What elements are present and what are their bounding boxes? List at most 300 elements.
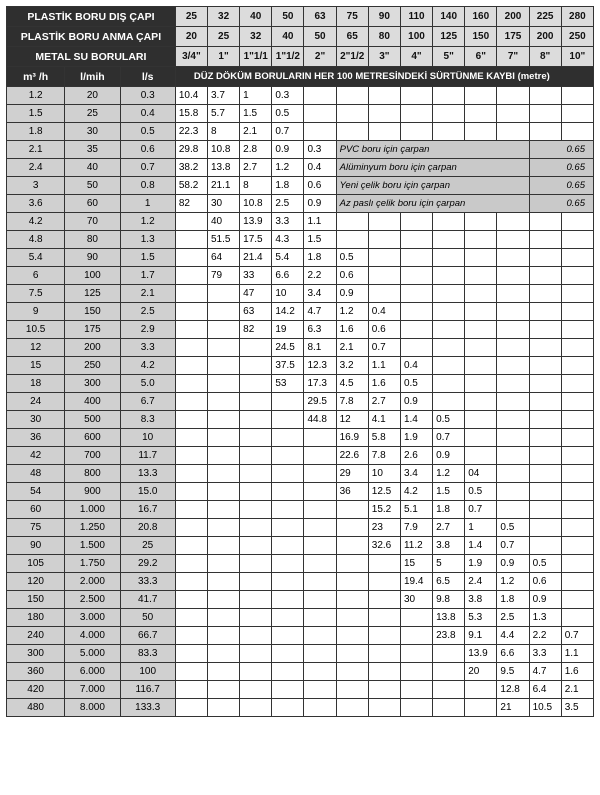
table-row bbox=[7, 123, 594, 141]
loss-cell: 0.5 bbox=[465, 483, 497, 501]
loss-cell bbox=[175, 645, 207, 663]
loss-cell bbox=[561, 249, 593, 267]
loss-cell: 0.4 bbox=[400, 357, 432, 375]
loss-cell: 11.2 bbox=[400, 537, 432, 555]
flow-cell: 10.5 bbox=[7, 321, 65, 339]
header-size-cell: 90 bbox=[368, 7, 400, 27]
flow-cell: 8.000 bbox=[65, 699, 120, 717]
loss-cell bbox=[272, 699, 304, 717]
header-size-cell: 25 bbox=[208, 27, 240, 47]
table-row bbox=[7, 591, 594, 609]
table-row bbox=[7, 555, 594, 573]
loss-cell bbox=[272, 663, 304, 681]
loss-cell: 9.8 bbox=[433, 591, 465, 609]
loss-cell: 2.5 bbox=[272, 195, 304, 213]
loss-cell bbox=[240, 465, 272, 483]
flow-cell: 48 bbox=[7, 465, 65, 483]
loss-cell: 2.6 bbox=[400, 447, 432, 465]
loss-cell bbox=[465, 303, 497, 321]
multiplier-note-value: 0.65 bbox=[529, 195, 593, 213]
loss-cell: 1.2 bbox=[433, 465, 465, 483]
loss-cell bbox=[208, 573, 240, 591]
loss-cell bbox=[272, 411, 304, 429]
loss-cell bbox=[465, 123, 497, 141]
flow-cell: 3.6 bbox=[7, 195, 65, 213]
loss-cell bbox=[433, 699, 465, 717]
loss-cell bbox=[240, 483, 272, 501]
header-row-metal bbox=[7, 47, 594, 67]
loss-cell bbox=[529, 249, 561, 267]
loss-cell: 21 bbox=[497, 699, 529, 717]
loss-cell bbox=[240, 573, 272, 591]
loss-cell: 22.6 bbox=[336, 447, 368, 465]
loss-cell bbox=[433, 645, 465, 663]
loss-cell: 7.8 bbox=[336, 393, 368, 411]
loss-cell bbox=[465, 105, 497, 123]
flow-cell: 420 bbox=[7, 681, 65, 699]
loss-cell bbox=[497, 501, 529, 519]
friction-loss-table-wrapper bbox=[6, 6, 594, 717]
loss-cell bbox=[208, 465, 240, 483]
loss-cell bbox=[240, 393, 272, 411]
loss-cell: 40 bbox=[208, 213, 240, 231]
loss-cell bbox=[175, 447, 207, 465]
header-size-cell: 1"1/2 bbox=[272, 47, 304, 67]
flow-cell: 15 bbox=[7, 357, 65, 375]
flow-cell: 80 bbox=[65, 231, 120, 249]
loss-cell: 0.6 bbox=[336, 267, 368, 285]
loss-cell bbox=[240, 375, 272, 393]
flow-cell: 100 bbox=[120, 663, 175, 681]
loss-cell: 1.5 bbox=[433, 483, 465, 501]
loss-cell bbox=[400, 213, 432, 231]
loss-cell: 1.4 bbox=[400, 411, 432, 429]
loss-cell: 21.1 bbox=[208, 177, 240, 195]
loss-cell bbox=[368, 699, 400, 717]
loss-cell bbox=[400, 321, 432, 339]
loss-cell bbox=[400, 645, 432, 663]
loss-cell bbox=[497, 429, 529, 447]
header-size-cell: 1"1/1 bbox=[240, 47, 272, 67]
flow-cell: 40 bbox=[65, 159, 120, 177]
loss-cell bbox=[272, 681, 304, 699]
loss-cell bbox=[175, 681, 207, 699]
loss-cell bbox=[368, 573, 400, 591]
table-row bbox=[7, 609, 594, 627]
loss-cell: 0.9 bbox=[400, 393, 432, 411]
loss-cell bbox=[304, 483, 336, 501]
loss-cell bbox=[175, 375, 207, 393]
flow-cell: 25 bbox=[120, 537, 175, 555]
loss-cell bbox=[240, 339, 272, 357]
loss-cell: 53 bbox=[272, 375, 304, 393]
header-size-cell: 50 bbox=[272, 7, 304, 27]
loss-cell: 44.8 bbox=[304, 411, 336, 429]
loss-cell bbox=[529, 105, 561, 123]
flow-cell: 25 bbox=[65, 105, 120, 123]
header-size-cell: 100 bbox=[400, 27, 432, 47]
loss-cell bbox=[561, 87, 593, 105]
loss-cell bbox=[304, 591, 336, 609]
loss-cell bbox=[400, 123, 432, 141]
header-row-anmaCapi bbox=[7, 27, 594, 47]
loss-cell bbox=[497, 339, 529, 357]
loss-cell bbox=[529, 339, 561, 357]
table-row bbox=[7, 519, 594, 537]
loss-cell: 1.8 bbox=[497, 591, 529, 609]
loss-cell: 15 bbox=[400, 555, 432, 573]
loss-cell: 10 bbox=[272, 285, 304, 303]
loss-cell: 0.5 bbox=[497, 519, 529, 537]
table-row bbox=[7, 249, 594, 267]
loss-cell bbox=[336, 699, 368, 717]
loss-cell bbox=[497, 483, 529, 501]
header-size-cell: 10" bbox=[561, 47, 593, 67]
loss-cell bbox=[175, 573, 207, 591]
flow-cell: 0.4 bbox=[120, 105, 175, 123]
table-row bbox=[7, 465, 594, 483]
loss-cell: 15.2 bbox=[368, 501, 400, 519]
loss-cell bbox=[175, 231, 207, 249]
flow-cell: 4.8 bbox=[7, 231, 65, 249]
loss-cell: 10.4 bbox=[175, 87, 207, 105]
loss-cell: 0.6 bbox=[529, 573, 561, 591]
header-size-cell: 125 bbox=[433, 27, 465, 47]
flow-cell: 60 bbox=[7, 501, 65, 519]
flow-cell: 250 bbox=[65, 357, 120, 375]
header-size-cell: 280 bbox=[561, 7, 593, 27]
loss-cell bbox=[529, 123, 561, 141]
loss-cell bbox=[208, 357, 240, 375]
loss-cell bbox=[336, 681, 368, 699]
loss-cell bbox=[400, 231, 432, 249]
loss-cell bbox=[561, 411, 593, 429]
loss-cell: 36 bbox=[336, 483, 368, 501]
loss-cell bbox=[368, 249, 400, 267]
header-size-cell: 25 bbox=[175, 7, 207, 27]
loss-cell bbox=[400, 87, 432, 105]
flow-cell: 66.7 bbox=[120, 627, 175, 645]
flow-cell: 116.7 bbox=[120, 681, 175, 699]
flow-cell: 1.750 bbox=[65, 555, 120, 573]
loss-cell bbox=[175, 483, 207, 501]
flow-cell: 42 bbox=[7, 447, 65, 465]
loss-cell: 8 bbox=[240, 177, 272, 195]
table-row bbox=[7, 663, 594, 681]
flow-cell: 36 bbox=[7, 429, 65, 447]
header-size-cell: 8" bbox=[529, 47, 561, 67]
loss-cell bbox=[208, 609, 240, 627]
header-size-cell: 20 bbox=[175, 27, 207, 47]
header-size-cell: 50 bbox=[304, 27, 336, 47]
loss-cell bbox=[175, 537, 207, 555]
loss-cell bbox=[304, 573, 336, 591]
flow-cell: 600 bbox=[65, 429, 120, 447]
loss-cell bbox=[561, 555, 593, 573]
loss-cell: 04 bbox=[465, 465, 497, 483]
loss-cell bbox=[465, 411, 497, 429]
loss-cell bbox=[561, 519, 593, 537]
loss-cell bbox=[175, 465, 207, 483]
loss-cell: 0.9 bbox=[497, 555, 529, 573]
loss-cell bbox=[368, 645, 400, 663]
loss-cell bbox=[497, 465, 529, 483]
loss-cell: 1.3 bbox=[529, 609, 561, 627]
loss-cell bbox=[529, 285, 561, 303]
loss-cell bbox=[240, 501, 272, 519]
loss-cell bbox=[175, 627, 207, 645]
loss-cell bbox=[175, 429, 207, 447]
loss-cell bbox=[529, 357, 561, 375]
flow-cell: 8.3 bbox=[120, 411, 175, 429]
flow-cell: 900 bbox=[65, 483, 120, 501]
header-size-cell: 5" bbox=[433, 47, 465, 67]
table-row bbox=[7, 339, 594, 357]
loss-cell: 51.5 bbox=[208, 231, 240, 249]
multiplier-note-value: 0.65 bbox=[529, 177, 593, 195]
table-row bbox=[7, 105, 594, 123]
table-row bbox=[7, 537, 594, 555]
flow-cell: 50 bbox=[65, 177, 120, 195]
flow-cell: 1.250 bbox=[65, 519, 120, 537]
loss-cell bbox=[497, 321, 529, 339]
loss-cell: 3.3 bbox=[529, 645, 561, 663]
loss-cell bbox=[465, 339, 497, 357]
loss-cell bbox=[465, 231, 497, 249]
loss-cell bbox=[561, 375, 593, 393]
loss-cell bbox=[465, 375, 497, 393]
table-row bbox=[7, 195, 594, 213]
loss-cell: 3.7 bbox=[208, 87, 240, 105]
loss-cell bbox=[304, 501, 336, 519]
loss-cell bbox=[208, 447, 240, 465]
loss-cell: 2.1 bbox=[336, 339, 368, 357]
loss-cell: 3.5 bbox=[561, 699, 593, 717]
flow-cell: 200 bbox=[65, 339, 120, 357]
flow-cell: 41.7 bbox=[120, 591, 175, 609]
loss-cell: 0.7 bbox=[465, 501, 497, 519]
loss-cell bbox=[208, 663, 240, 681]
unit-header: m³ /h bbox=[7, 67, 65, 87]
loss-cell: 4.7 bbox=[304, 303, 336, 321]
flow-cell: 90 bbox=[65, 249, 120, 267]
loss-cell bbox=[304, 123, 336, 141]
flow-cell: 6.000 bbox=[65, 663, 120, 681]
loss-cell: 0.5 bbox=[272, 105, 304, 123]
loss-cell bbox=[561, 429, 593, 447]
multiplier-note-label: Az paslı çelik boru için çarpan bbox=[336, 195, 529, 213]
loss-cell: 0.9 bbox=[529, 591, 561, 609]
flow-cell: 300 bbox=[65, 375, 120, 393]
loss-cell bbox=[208, 627, 240, 645]
flow-cell: 0.6 bbox=[120, 141, 175, 159]
table-row bbox=[7, 375, 594, 393]
loss-cell bbox=[175, 519, 207, 537]
loss-cell bbox=[208, 285, 240, 303]
unit-header: l/mih bbox=[65, 67, 120, 87]
loss-cell bbox=[561, 591, 593, 609]
loss-cell: 3.2 bbox=[336, 357, 368, 375]
loss-cell: 2.1 bbox=[240, 123, 272, 141]
loss-cell: 0.6 bbox=[304, 177, 336, 195]
header-size-cell: 32 bbox=[240, 27, 272, 47]
table-row bbox=[7, 627, 594, 645]
loss-cell bbox=[272, 429, 304, 447]
loss-cell bbox=[240, 447, 272, 465]
loss-cell: 13.8 bbox=[208, 159, 240, 177]
flow-cell: 800 bbox=[65, 465, 120, 483]
loss-cell bbox=[336, 537, 368, 555]
unit-header: l/s bbox=[120, 67, 175, 87]
loss-cell bbox=[465, 285, 497, 303]
loss-cell bbox=[175, 321, 207, 339]
loss-cell: 13.8 bbox=[433, 609, 465, 627]
loss-cell: 9.5 bbox=[497, 663, 529, 681]
loss-cell: 1.2 bbox=[336, 303, 368, 321]
loss-cell: 0.4 bbox=[368, 303, 400, 321]
loss-cell bbox=[465, 321, 497, 339]
loss-cell: 32.6 bbox=[368, 537, 400, 555]
flow-cell: 5.0 bbox=[120, 375, 175, 393]
loss-cell: 0.5 bbox=[336, 249, 368, 267]
loss-cell: 64 bbox=[208, 249, 240, 267]
loss-cell bbox=[272, 609, 304, 627]
loss-cell bbox=[208, 393, 240, 411]
loss-cell bbox=[240, 609, 272, 627]
header-size-cell: 225 bbox=[529, 7, 561, 27]
loss-cell: 0.7 bbox=[272, 123, 304, 141]
loss-cell bbox=[208, 555, 240, 573]
flow-cell: 150 bbox=[65, 303, 120, 321]
flow-cell: 1.5 bbox=[7, 105, 65, 123]
loss-cell bbox=[175, 285, 207, 303]
loss-cell: 4.7 bbox=[529, 663, 561, 681]
flow-cell: 60 bbox=[65, 195, 120, 213]
flow-cell: 2.1 bbox=[120, 285, 175, 303]
loss-cell bbox=[304, 555, 336, 573]
loss-cell bbox=[529, 213, 561, 231]
flow-cell: 12 bbox=[7, 339, 65, 357]
loss-cell: 3.3 bbox=[272, 213, 304, 231]
header-size-cell: 200 bbox=[497, 7, 529, 27]
loss-cell bbox=[368, 285, 400, 303]
loss-cell bbox=[368, 213, 400, 231]
loss-cell bbox=[433, 285, 465, 303]
loss-cell bbox=[465, 213, 497, 231]
loss-cell bbox=[208, 429, 240, 447]
loss-cell bbox=[561, 213, 593, 231]
flow-cell: 35 bbox=[65, 141, 120, 159]
loss-cell bbox=[304, 699, 336, 717]
loss-cell: 14.2 bbox=[272, 303, 304, 321]
loss-cell bbox=[433, 249, 465, 267]
loss-cell bbox=[497, 303, 529, 321]
flow-cell: 4.2 bbox=[7, 213, 65, 231]
loss-cell: 0.9 bbox=[272, 141, 304, 159]
loss-cell bbox=[497, 87, 529, 105]
loss-cell: 10.5 bbox=[529, 699, 561, 717]
loss-cell bbox=[208, 591, 240, 609]
flow-cell: 54 bbox=[7, 483, 65, 501]
flow-cell: 3 bbox=[7, 177, 65, 195]
loss-cell: 5 bbox=[433, 555, 465, 573]
table-row bbox=[7, 573, 594, 591]
loss-cell: 6.3 bbox=[304, 321, 336, 339]
flow-cell: 10 bbox=[120, 429, 175, 447]
loss-cell bbox=[529, 465, 561, 483]
loss-cell bbox=[529, 411, 561, 429]
header-size-cell: 40 bbox=[272, 27, 304, 47]
loss-cell: 10 bbox=[368, 465, 400, 483]
loss-cell bbox=[529, 501, 561, 519]
loss-cell bbox=[336, 213, 368, 231]
loss-cell bbox=[400, 699, 432, 717]
loss-cell bbox=[465, 357, 497, 375]
loss-cell bbox=[336, 123, 368, 141]
loss-cell bbox=[336, 105, 368, 123]
loss-cell: 6.5 bbox=[433, 573, 465, 591]
flow-cell: 1.500 bbox=[65, 537, 120, 555]
loss-cell: 37.5 bbox=[272, 357, 304, 375]
header-size-cell: 3" bbox=[368, 47, 400, 67]
loss-cell: 2.8 bbox=[240, 141, 272, 159]
loss-cell bbox=[497, 249, 529, 267]
header-size-cell: 160 bbox=[465, 7, 497, 27]
loss-cell: 5.8 bbox=[368, 429, 400, 447]
loss-cell bbox=[272, 501, 304, 519]
flow-cell: 4.2 bbox=[120, 357, 175, 375]
loss-cell: 5.3 bbox=[465, 609, 497, 627]
loss-cell: 5.4 bbox=[272, 249, 304, 267]
flow-cell: 100 bbox=[65, 267, 120, 285]
loss-cell bbox=[561, 483, 593, 501]
loss-cell bbox=[208, 483, 240, 501]
loss-cell bbox=[400, 339, 432, 357]
table-row bbox=[7, 447, 594, 465]
loss-cell bbox=[497, 375, 529, 393]
loss-cell bbox=[208, 537, 240, 555]
loss-cell bbox=[561, 465, 593, 483]
loss-cell bbox=[433, 357, 465, 375]
multiplier-note-label: Yeni çelik boru için çarpan bbox=[336, 177, 529, 195]
loss-cell: 3.4 bbox=[304, 285, 336, 303]
loss-cell bbox=[272, 627, 304, 645]
loss-cell bbox=[175, 339, 207, 357]
loss-cell bbox=[529, 267, 561, 285]
loss-cell bbox=[240, 627, 272, 645]
loss-cell: 12.5 bbox=[368, 483, 400, 501]
loss-cell: 21.4 bbox=[240, 249, 272, 267]
loss-cell bbox=[368, 555, 400, 573]
loss-cell bbox=[368, 105, 400, 123]
flow-cell: 1.2 bbox=[120, 213, 175, 231]
header-size-cell: 75 bbox=[336, 7, 368, 27]
loss-cell: 7.8 bbox=[368, 447, 400, 465]
loss-cell: 19 bbox=[272, 321, 304, 339]
loss-cell bbox=[529, 393, 561, 411]
loss-cell: 0.4 bbox=[304, 159, 336, 177]
loss-cell bbox=[400, 267, 432, 285]
multiplier-note-label: Alüminyum boru için çarpan bbox=[336, 159, 529, 177]
loss-cell bbox=[336, 591, 368, 609]
loss-cell bbox=[304, 465, 336, 483]
flow-cell: 6.7 bbox=[120, 393, 175, 411]
header-label-metal: METAL SU BORULARI bbox=[7, 47, 176, 67]
table-row bbox=[7, 177, 594, 195]
header-size-cell: 1" bbox=[208, 47, 240, 67]
loss-cell bbox=[304, 105, 336, 123]
flow-cell: 150 bbox=[7, 591, 65, 609]
